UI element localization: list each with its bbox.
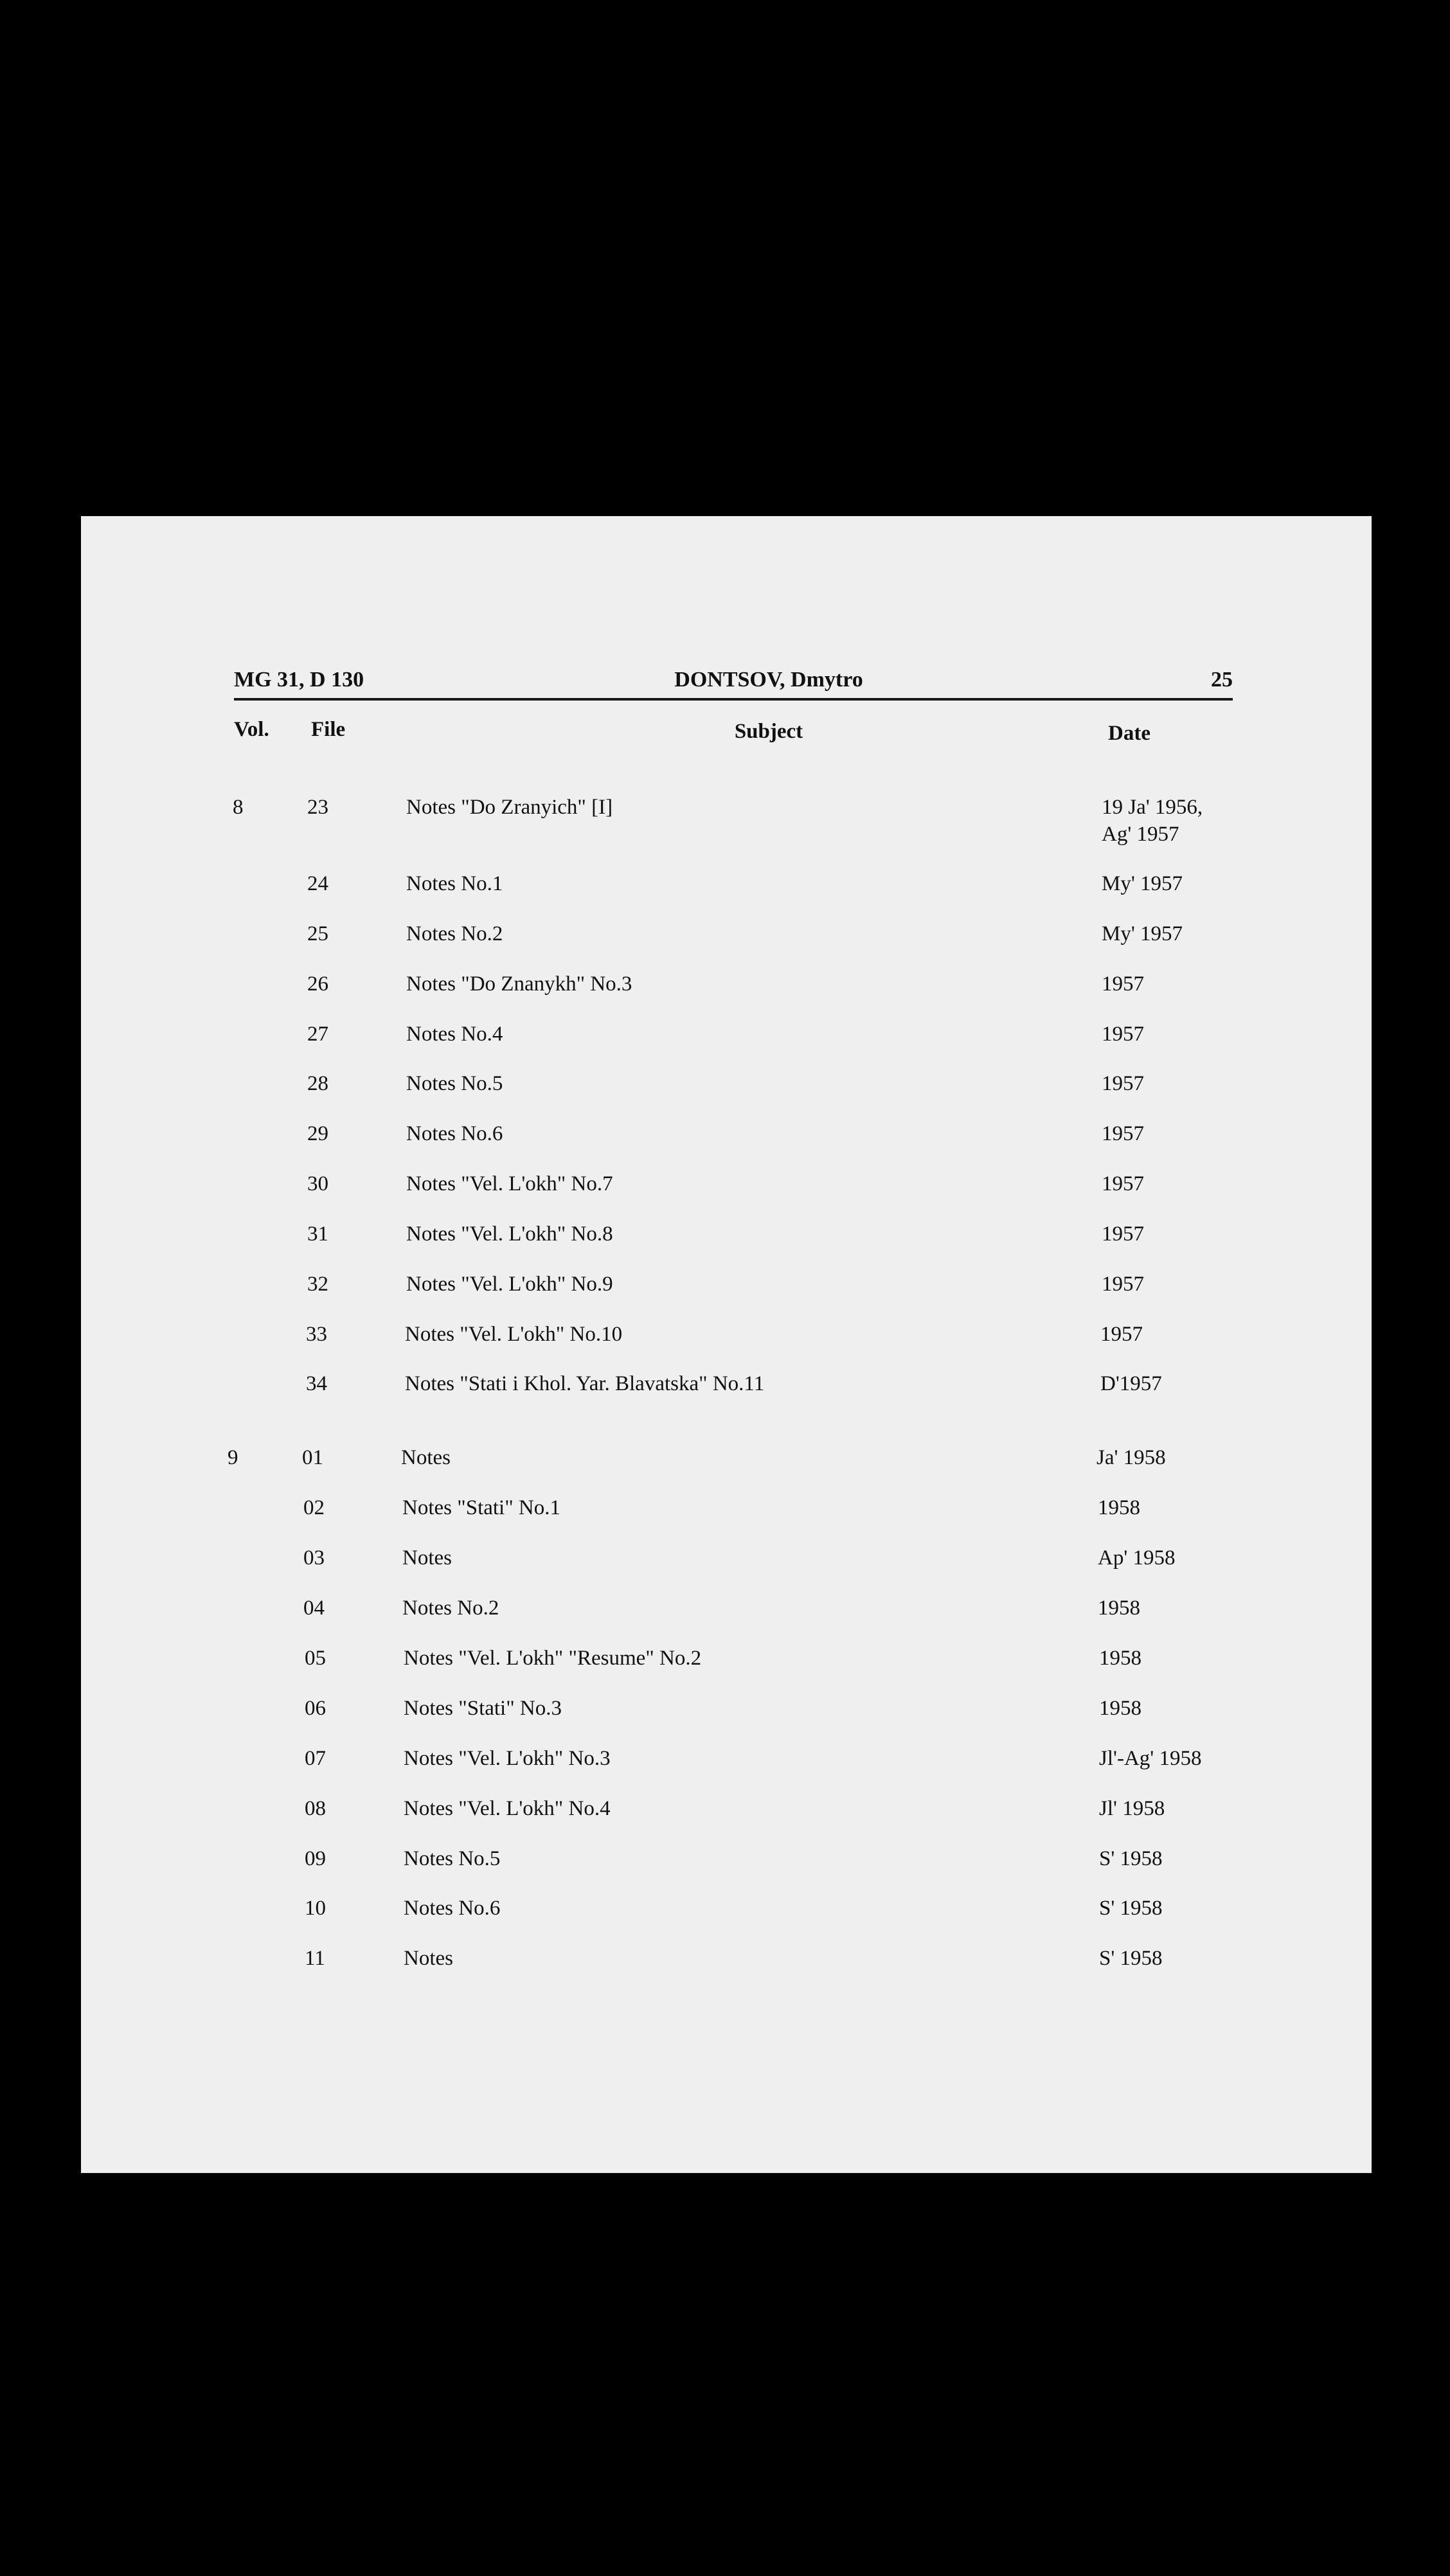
table-row (81, 1070, 1372, 1098)
date-line: Jl' 1958 (1099, 1797, 1165, 1820)
cell-file: 04 (303, 1597, 325, 1620)
column-header-file: File (311, 718, 346, 741)
page-title: DONTSOV, Dmytro (674, 668, 863, 692)
cell-date (1100, 1321, 1143, 1348)
cell-subject: Notes "Vel. L'okh" No.4 (404, 1797, 611, 1820)
date-line: My' 1957 (1102, 922, 1183, 945)
cell-file: 01 (302, 1446, 323, 1469)
cell-subject: Notes (404, 1947, 453, 1970)
cell-date (1099, 1895, 1163, 1922)
table-row (77, 1544, 1368, 1573)
date-line: 19 Ja' 1956, (1102, 796, 1203, 819)
cell-subject: Notes "Vel. L'okh" "Resume" No.2 (404, 1647, 702, 1670)
table-row (77, 1494, 1368, 1523)
cell-date (1100, 1370, 1162, 1397)
cell-vol: 8 (233, 796, 244, 819)
table-row (78, 1795, 1369, 1823)
table-row (78, 1695, 1369, 1723)
table-row (81, 1170, 1372, 1199)
cell-subject: Notes "Vel. L'okh" No.8 (406, 1222, 613, 1246)
cell-date (1102, 870, 1183, 897)
cell-file: 27 (307, 1023, 328, 1046)
cell-date (1102, 920, 1183, 947)
table-row (78, 1945, 1369, 1973)
table-row (80, 1370, 1370, 1399)
cell-date (1102, 1221, 1144, 1248)
table-row (81, 1021, 1372, 1049)
table-row (81, 794, 1372, 846)
cell-subject: Notes "Stati" No.1 (402, 1496, 561, 1519)
date-line: Jl'-Ag' 1958 (1099, 1747, 1202, 1770)
table-row (78, 1895, 1369, 1923)
table-row (76, 1444, 1366, 1472)
cell-date (1099, 1695, 1141, 1722)
date-line: S' 1958 (1099, 1897, 1163, 1920)
table-row (78, 1745, 1369, 1773)
date-line: 1957 (1102, 1122, 1144, 1145)
date-line: 1957 (1102, 1072, 1144, 1095)
cell-subject: Notes No.5 (406, 1072, 503, 1095)
column-header-vol: Vol. (234, 718, 269, 741)
cell-date (1098, 1494, 1140, 1521)
date-line: 1958 (1098, 1496, 1140, 1519)
cell-date (1099, 1945, 1163, 1972)
cell-file: 26 (307, 972, 328, 996)
table-row (77, 1595, 1368, 1623)
date-line: 1958 (1099, 1647, 1141, 1670)
date-line: 1957 (1102, 1222, 1144, 1246)
cell-subject: Notes "Vel. L'okh" No.9 (406, 1273, 613, 1296)
cell-subject: Notes No.2 (406, 922, 503, 945)
cell-file: 28 (307, 1072, 328, 1095)
date-line: 1957 (1102, 1273, 1144, 1296)
date-line: D'1957 (1100, 1372, 1162, 1395)
column-header-subject: Subject (734, 720, 803, 743)
cell-file: 09 (305, 1847, 326, 1870)
collection-reference: MG 31, D 130 (234, 668, 364, 692)
date-line: 1958 (1099, 1697, 1141, 1720)
cell-date (1102, 794, 1203, 848)
cell-subject: Notes No.6 (404, 1897, 501, 1920)
cell-subject: Notes "Vel. L'okh" No.7 (406, 1172, 613, 1195)
cell-subject: Notes "Do Zranyich" [I] (406, 796, 613, 819)
cell-file: 07 (305, 1747, 326, 1770)
date-line: My' 1957 (1102, 872, 1183, 895)
cell-file: 02 (303, 1496, 325, 1519)
table-row (78, 1645, 1369, 1673)
cell-file: 03 (303, 1546, 325, 1570)
date-line: S' 1958 (1099, 1947, 1163, 1970)
cell-file: 30 (307, 1172, 328, 1195)
cell-file: 25 (307, 922, 328, 945)
cell-subject: Notes No.4 (406, 1023, 503, 1046)
column-header-date: Date (1108, 722, 1150, 745)
date-line: Ag' 1957 (1102, 823, 1179, 846)
cell-date (1096, 1444, 1166, 1471)
cell-subject: Notes "Stati" No.3 (404, 1697, 562, 1720)
cell-subject: Notes "Vel. L'okh" No.3 (404, 1747, 611, 1770)
cell-file: 06 (305, 1697, 326, 1720)
cell-file: 32 (307, 1273, 328, 1296)
date-line: Ap' 1958 (1098, 1546, 1176, 1570)
cell-file: 33 (306, 1323, 327, 1346)
cell-vol: 9 (228, 1446, 238, 1469)
cell-subject: Notes "Stati i Khol. Yar. Blavatska" No.11 (405, 1372, 765, 1395)
table-row (81, 1221, 1372, 1249)
cell-file: 24 (307, 872, 328, 895)
date-line: S' 1958 (1099, 1847, 1163, 1870)
date-line: 1957 (1102, 1023, 1144, 1046)
cell-subject: Notes No.5 (404, 1847, 501, 1870)
cell-date (1099, 1795, 1165, 1822)
cell-date (1099, 1745, 1201, 1772)
file-list (81, 516, 1372, 2173)
cell-date (1099, 1845, 1163, 1872)
cell-file: 29 (307, 1122, 328, 1145)
cell-date (1102, 1120, 1144, 1147)
table-row (80, 1321, 1370, 1349)
date-line: 1957 (1102, 972, 1144, 996)
table-row (81, 970, 1372, 999)
cell-date (1102, 970, 1144, 997)
cell-file: 31 (307, 1222, 328, 1246)
cell-subject: Notes (402, 1546, 452, 1570)
cell-date (1098, 1544, 1176, 1571)
date-line: Ja' 1958 (1096, 1446, 1166, 1469)
date-line: 1957 (1100, 1323, 1143, 1346)
cell-subject: Notes No.1 (406, 872, 503, 895)
cell-subject: Notes (401, 1446, 451, 1469)
cell-file: 10 (305, 1897, 326, 1920)
cell-date (1102, 1021, 1144, 1048)
cell-subject: Notes No.2 (402, 1597, 499, 1620)
cell-date (1102, 1070, 1144, 1097)
cell-subject: Notes "Do Znanykh" No.3 (406, 972, 632, 996)
cell-date (1098, 1595, 1140, 1622)
cell-file: 05 (305, 1647, 326, 1670)
document-page (81, 516, 1372, 2173)
cell-file: 11 (305, 1947, 325, 1970)
date-line: 1957 (1102, 1172, 1144, 1195)
cell-date (1102, 1271, 1144, 1298)
table-row (81, 1271, 1372, 1299)
table-row (81, 1120, 1372, 1149)
table-row (81, 870, 1372, 899)
cell-file: 34 (306, 1372, 327, 1395)
cell-file: 23 (307, 796, 328, 819)
table-row (78, 1845, 1369, 1874)
cell-date (1102, 1170, 1144, 1197)
date-line: 1958 (1098, 1597, 1140, 1620)
page-number: 25 (1211, 668, 1233, 692)
cell-subject: Notes No.6 (406, 1122, 503, 1145)
cell-file: 08 (305, 1797, 326, 1820)
table-row (81, 920, 1372, 949)
cell-subject: Notes "Vel. L'okh" No.10 (405, 1323, 623, 1346)
cell-date (1099, 1645, 1141, 1672)
